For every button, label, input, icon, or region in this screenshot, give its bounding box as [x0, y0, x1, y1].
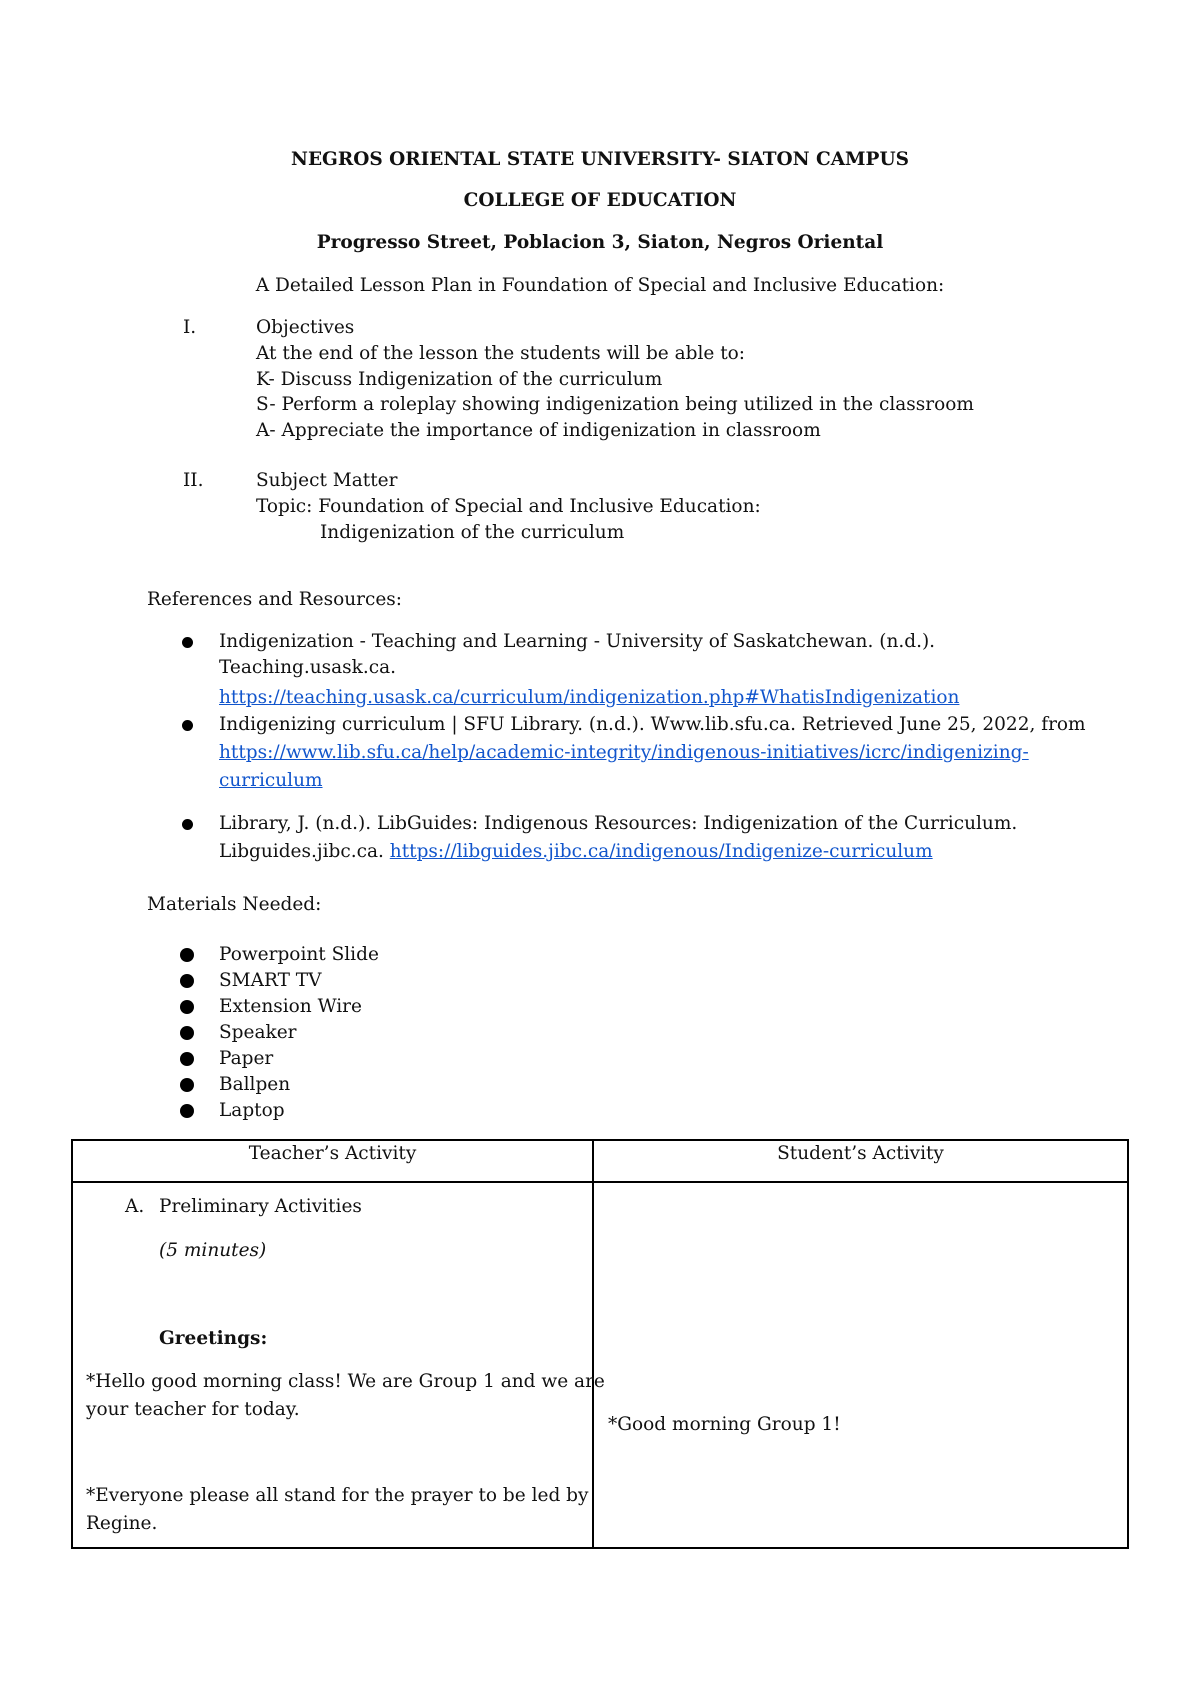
material-item: SMART TV — [219, 970, 322, 991]
student-greeting-reply: *Good morning Group 1! — [608, 1414, 841, 1435]
objectives-intro: At the end of the lesson the students will be able to: — [256, 343, 746, 364]
objectives-heading: Objectives — [256, 317, 355, 338]
bullet-icon — [182, 720, 193, 731]
bullet-icon — [180, 948, 194, 962]
reference-3-link[interactable]: https://libguides.jibc.ca/indigenous/Indigenize-curriculum — [389, 841, 933, 862]
bullet-icon — [180, 1078, 194, 1092]
plan-title: A Detailed Lesson Plan in Foundation of Special and Inclusive Education: — [255, 275, 945, 296]
student-activity-header: Student’s Activity — [593, 1140, 1128, 1182]
activity-table-row — [72, 1182, 1128, 1548]
objective-attitude: A- Appreciate the importance of indigenization in classroom — [256, 420, 821, 441]
subject-topic-continued: Indigenization of the curriculum — [320, 522, 625, 543]
reference-3-line1: Library, J. (n.d.). LibGuides: Indigenous Resources: Indigenization of the Curriculum. — [219, 813, 1018, 834]
bullet-icon — [180, 1026, 194, 1040]
material-item: Ballpen — [219, 1074, 291, 1095]
college-name: COLLEGE OF EDUCATION — [463, 190, 737, 211]
student-activity-cell — [593, 1182, 1128, 1548]
reference-1-line2: Teaching.usask.ca. — [219, 657, 397, 678]
objectives-numeral: I. — [183, 317, 197, 338]
teacher-prayer-line2: Regine. — [86, 1513, 158, 1534]
material-item: Extension Wire — [219, 996, 362, 1017]
teacher-greeting-line1: *Hello good morning class! We are Group 1 and we are — [86, 1371, 605, 1392]
section-title: Preliminary Activities — [159, 1196, 362, 1217]
material-item: Paper — [219, 1048, 274, 1069]
objective-skill: S- Perform a roleplay showing indigenization being utilized in the classroom — [256, 394, 974, 415]
reference-1-line1: Indigenization - Teaching and Learning - University of Saskatchewan. (n.d.). — [219, 631, 936, 652]
subject-matter-heading: Subject Matter — [256, 470, 398, 491]
reference-2-link-continued[interactable]: curriculum — [219, 770, 323, 791]
bullet-icon — [180, 974, 194, 988]
subject-topic: Topic: Foundation of Special and Inclusive Education: — [256, 496, 761, 517]
objective-knowledge: K- Discuss Indigenization of the curriculum — [256, 369, 663, 390]
teacher-prayer-line1: *Everyone please all stand for the prayer to be led by — [86, 1485, 589, 1506]
reference-2-line1: Indigenizing curriculum | SFU Library. (n.d.). Www.lib.sfu.ca. Retrieved June 25, 2022, from — [219, 714, 1086, 735]
teacher-activity-header: Teacher’s Activity — [72, 1140, 593, 1182]
subject-matter-numeral: II. — [183, 470, 204, 491]
university-name: NEGROS ORIENTAL STATE UNIVERSITY- SIATON CAMPUS — [291, 149, 909, 170]
reference-3-line2 — [219, 839, 933, 865]
teacher-activity-cell — [72, 1182, 605, 1548]
activity-table-header-row — [72, 1140, 1128, 1182]
activity-duration: (5 minutes) — [159, 1240, 267, 1261]
reference-3-source: Libguides.jibc.ca. — [219, 841, 390, 862]
activity-table — [71, 1139, 1129, 1549]
bullet-icon — [180, 1104, 194, 1118]
campus-address: Progresso Street, Poblacion 3, Siaton, Negros Oriental — [316, 232, 884, 253]
bullet-icon — [180, 1000, 194, 1014]
greetings-label: Greetings: — [159, 1328, 268, 1349]
reference-1-link[interactable]: https://teaching.usask.ca/curriculum/indigenization.php#WhatisIndigenization — [219, 687, 960, 708]
material-item: Speaker — [219, 1022, 297, 1043]
bullet-icon — [182, 637, 193, 648]
section-letter: A. — [125, 1196, 145, 1217]
reference-2-link[interactable]: https://www.lib.sfu.ca/help/academic-integrity/indigenous-initiatives/icrc/indigenizing- — [219, 742, 1029, 763]
bullet-icon — [180, 1052, 194, 1066]
material-item: Powerpoint Slide — [219, 944, 379, 965]
material-item: Laptop — [219, 1100, 285, 1121]
bullet-icon — [182, 819, 193, 830]
references-heading: References and Resources: — [147, 589, 403, 610]
teacher-greeting-line2: your teacher for today. — [86, 1399, 300, 1420]
materials-heading: Materials Needed: — [147, 894, 322, 915]
